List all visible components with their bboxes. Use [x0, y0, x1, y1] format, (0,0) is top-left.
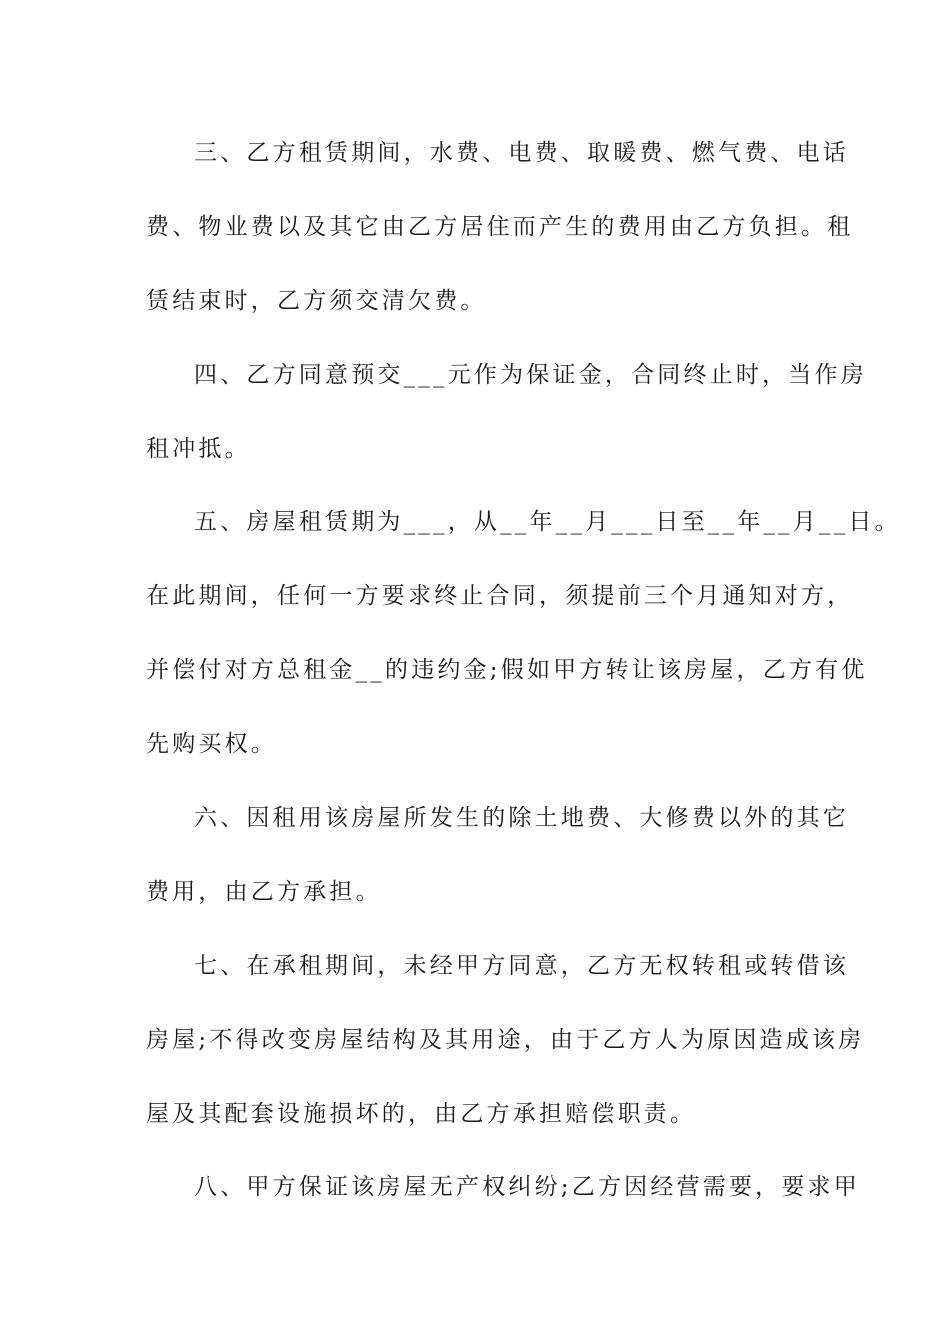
- text-line: 先购买权。: [146, 731, 277, 758]
- text-line: 屋及其配套设施损坏的，由乙方承担赔偿职责。: [146, 1100, 697, 1127]
- text-line: 费用，由乙方承担。: [146, 878, 382, 905]
- text-line: 四、乙方同意预交___元作为保证金，合同终止时，当作房: [194, 361, 867, 388]
- text-line: 七、在承租期间，未经甲方同意，乙方无权转租或转借该: [194, 952, 849, 979]
- text-line: 在此期间，任何一方要求终止合同，须提前三个月通知对方，: [146, 583, 854, 610]
- text-line: 六、因租用该房屋所发生的除土地费、大修费以外的其它: [194, 805, 849, 832]
- text-line: 三、乙方租赁期间，水费、电费、取暖费、燃气费、电话: [194, 140, 849, 166]
- text-line: 八、甲方保证该房屋无产权纠纷;乙方因经营需要，要求甲: [194, 1174, 860, 1201]
- text-line: 并偿付对方总租金__的违约金;假如甲方转让该房屋，乙方有优: [146, 657, 868, 684]
- text-line: 赁结束时，乙方须交清欠费。: [146, 287, 487, 314]
- text-line: 房屋;不得改变房屋结构及其用途，由于乙方人为原因造成该房: [146, 1026, 865, 1053]
- text-line: 五、房屋租赁期为___，从__年__月___日至__年__月__日。: [194, 509, 901, 536]
- text-line: 费、物业费以及其它由乙方居住而产生的费用由乙方负担。租: [146, 213, 854, 240]
- document-body: [146, 126, 901, 1234]
- text-line: 租冲抵。: [146, 435, 251, 462]
